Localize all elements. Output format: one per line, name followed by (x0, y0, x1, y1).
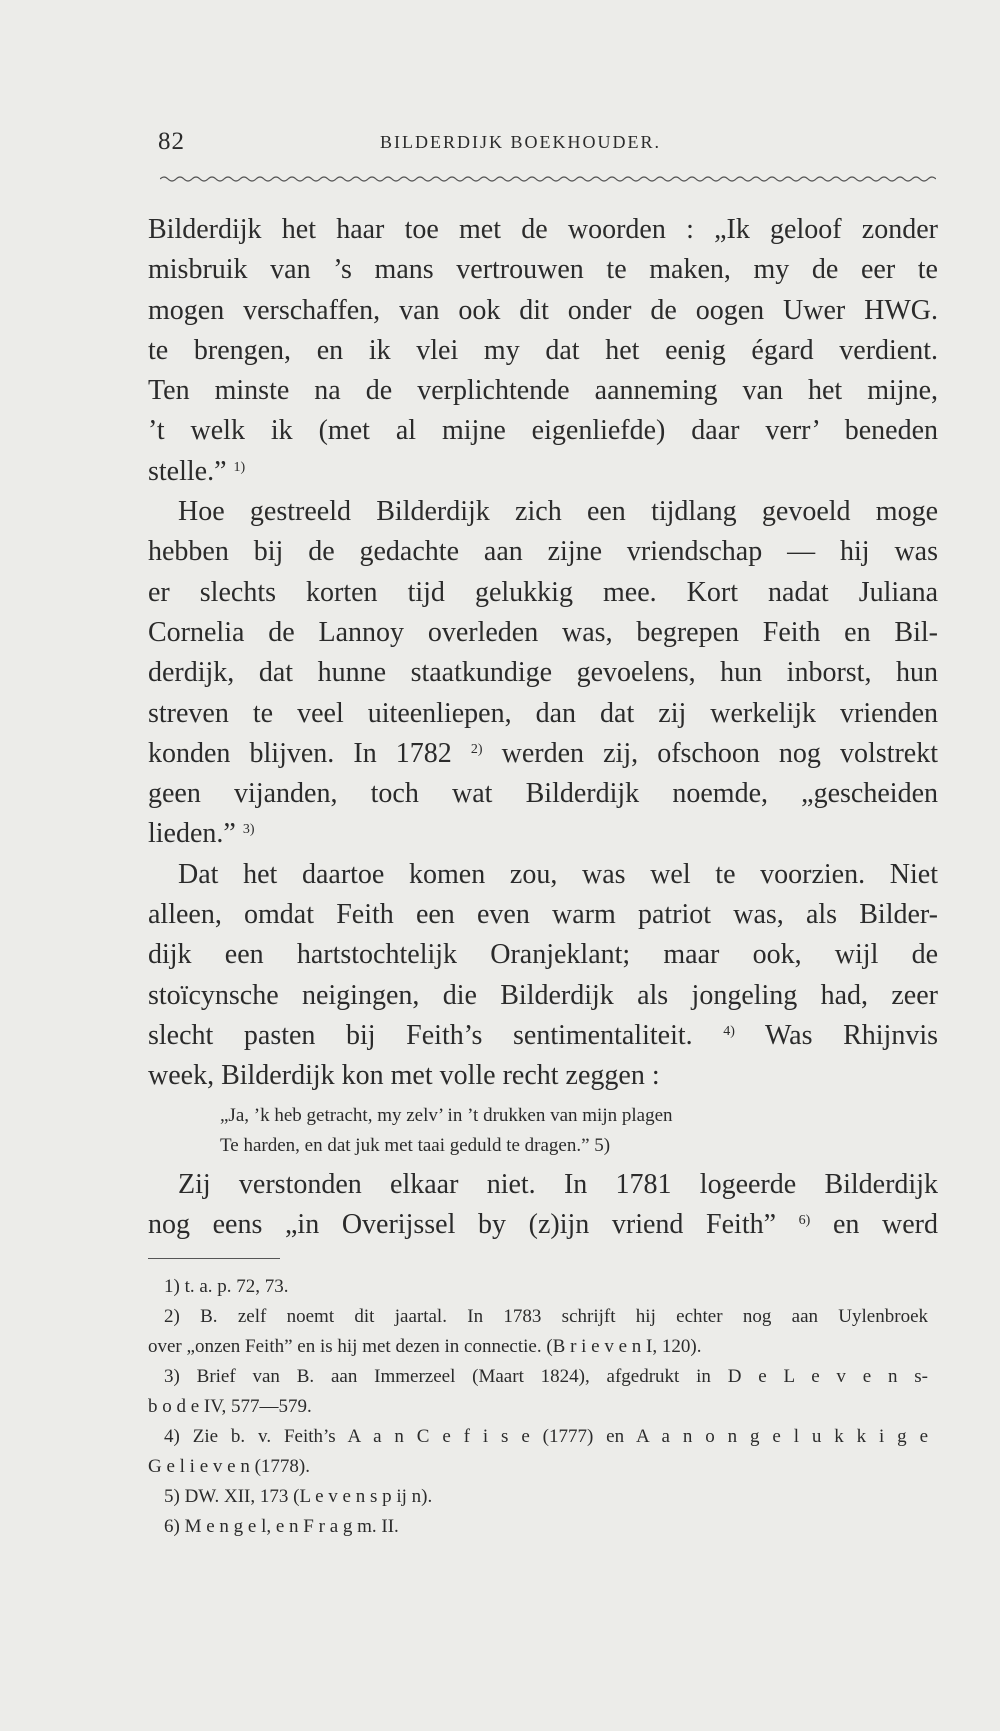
footnote-id: 1) (164, 1276, 180, 1297)
running-head: BILDERDIJK BOEKHOUDER. (380, 132, 661, 152)
footnote-2 (148, 1302, 928, 1362)
text-line (148, 734, 938, 774)
decorative-wavy-rule (160, 174, 936, 184)
text-line: Zij verstonden elkaar niet. In 1781 logeerde Bilderdijk (178, 1168, 938, 1200)
footnote-line (148, 1482, 928, 1512)
text-fragment: lieden.” (148, 818, 236, 850)
footnote-line (148, 1422, 928, 1452)
text-fragment: nog eens „in Overijssel by (z)ijn vriend Feith” (148, 1208, 777, 1240)
page-number: 82 (158, 128, 185, 155)
verse-quote (220, 1101, 938, 1161)
footnote-ref: 5) (594, 1134, 611, 1156)
footnote-5 (148, 1482, 928, 1512)
text-line: hebben bij de gedachte aan zijne vriendschap — hij was (148, 536, 938, 568)
footnote-text: t. a. p. 72, 73. (184, 1276, 289, 1297)
text-line: Dat het daartoe komen zou, was wel te voorzien. Niet (178, 858, 938, 890)
footnote-text: Brief van B. aan Immerzeel (Maart 1824), afgedrukt in D e L e v e n s- (196, 1366, 928, 1387)
footnote-text: Zie b. v. Feith’s A a n C e f i s e (1777) en A a n o n g e l u k k i g e (192, 1426, 929, 1447)
footnote-1 (148, 1272, 928, 1302)
footnote-ref: 2) (470, 741, 483, 757)
footnote-id: 4) (164, 1426, 180, 1447)
text-line: derdijk, dat hunne staatkundige gevoelens, hun inborst, hun (148, 657, 938, 689)
footnote-4 (148, 1422, 928, 1482)
page-header (158, 128, 934, 164)
footnote-ref: 6) (798, 1212, 811, 1228)
text-line (148, 1205, 938, 1245)
text-line: te brengen, en ik vlei my dat het eenig égard verdient. (148, 334, 938, 366)
text-fragment: Te harden, en dat juk met taai geduld te dragen.” (220, 1134, 590, 1156)
footnote-line (148, 1512, 928, 1542)
footnote-ref: 1) (233, 459, 246, 475)
text-fragment: stelle.” (148, 455, 227, 487)
footnote-line: over „onzen Feith” en is hij met dezen in connectie. (B r i e v e n I, 120). (148, 1336, 702, 1357)
footnote-text: DW. XII, 173 (L e v e n s p ij n). (184, 1486, 433, 1507)
footnote-id: 5) (164, 1486, 180, 1507)
footnote-6 (148, 1512, 928, 1542)
text-fragment: slecht pasten bij Feith’s sentimentaliteit. (148, 1019, 693, 1051)
text-line: ’t welk ik (met al mijne eigenliefde) daar verr’ beneden (148, 415, 938, 447)
paragraph-4 (148, 1165, 938, 1246)
paragraph-3 (148, 855, 938, 1097)
footnote-separator (148, 1258, 280, 1259)
footnote-ref: 4) (723, 1023, 735, 1039)
text-fragment: en werd (832, 1208, 939, 1240)
text-line: misbruik van ’s mans vertrouwen te maken, my de eer te (148, 254, 938, 286)
text-line: er slechts korten tijd gelukkig mee. Kort nadat Juliana (148, 576, 938, 608)
text-line: geen vijanden, toch wat Bilderdijk noemde, „gescheiden (148, 778, 938, 810)
footnote-ref: 3) (242, 822, 255, 838)
text-line: streven te veel uiteenliepen, dan dat zij werkelijk vrienden (148, 697, 938, 729)
footnote-line: G e l i e v e n (1778). (148, 1456, 310, 1477)
text-line: stoïcynsche neigingen, die Bilderdijk als jongeling had, zeer (148, 979, 938, 1011)
footnote-line (148, 1272, 928, 1302)
footnotes (148, 1272, 928, 1542)
body-text (148, 210, 938, 1245)
footnote-line: b o d e IV, 577—579. (148, 1396, 312, 1417)
text-line (148, 814, 938, 854)
text-fragment: konden blijven. In 1782 (148, 737, 452, 769)
text-line: Ten minste na de verplichtende aanneming van het mijne, (148, 375, 938, 407)
text-line: Hoe gestreeld Bilderdijk zich een tijdlang gevoeld moge (178, 496, 938, 528)
text-line (148, 1016, 938, 1056)
text-line: Cornelia de Lannoy overleden was, begrepen Feith en Bil- (148, 616, 938, 648)
text-fragment: Was Rhijnvis (764, 1019, 938, 1051)
text-line: alleen, omdat Feith een even warm patriot was, als Bilder- (148, 899, 938, 931)
footnote-line (148, 1362, 928, 1392)
paragraph-2 (148, 492, 938, 855)
footnote-text: M e n g e l, e n F r a g m. II. (184, 1516, 399, 1537)
footnote-line (148, 1302, 928, 1332)
footnote-3 (148, 1362, 928, 1422)
text-line: Bilderdijk het haar toe met de woorden : „Ik geloof zonder (148, 214, 938, 245)
text-line (148, 452, 938, 492)
text-fragment: werden zij, ofschoon nog volstrekt (501, 737, 939, 769)
text-line: mogen verschaffen, van ook dit onder de oogen Uwer HWG. (148, 294, 938, 326)
paragraph-1 (148, 210, 938, 492)
verse-line (220, 1131, 938, 1161)
text-line: week, Bilderdijk kon met volle recht zeggen : (148, 1060, 660, 1092)
footnote-text: B. zelf noemt dit jaartal. In 1783 schrijft hij echter nog aan Uylenbroek (200, 1306, 928, 1327)
text-line: dijk een hartstochtelijk Oranjeklant; maar ook, wijl de (148, 939, 938, 971)
footnote-id: 6) (164, 1516, 180, 1537)
verse-line: „Ja, ’k heb getracht, my zelv’ in ’t drukken van mijn plagen (220, 1104, 673, 1126)
footnote-id: 2) (164, 1306, 180, 1327)
footnote-id: 3) (164, 1366, 180, 1387)
